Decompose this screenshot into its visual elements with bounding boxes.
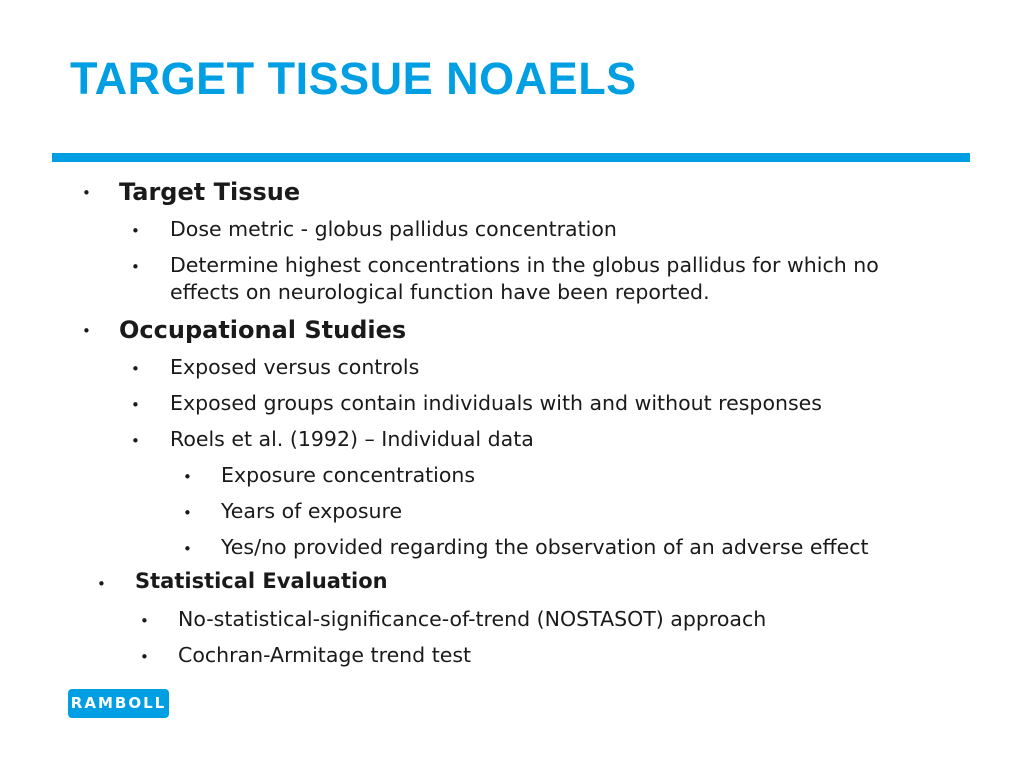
bullet-icon: • (82, 322, 91, 340)
bullet-icon: • (140, 612, 149, 630)
logo-text: RAMBOLL (70, 694, 167, 712)
section-heading-occupational-studies: Occupational Studies (119, 316, 407, 344)
title-divider (52, 153, 970, 162)
bullet-icon: • (97, 575, 106, 593)
list-item: No-statistical-significance-of-trend (NOSTASOT) approach (178, 607, 767, 631)
section-heading-target-tissue: Target Tissue (119, 178, 301, 206)
list-item: Exposed groups contain individuals with and without responses (170, 391, 822, 415)
list-item: Roels et al. (1992) – Individual data (170, 427, 534, 451)
bullet-icon: • (183, 540, 192, 558)
list-item: Determine highest concentrations in the globus pallidus for which no effects on neurological function have been reported. (170, 253, 879, 304)
bullet-icon: • (140, 648, 149, 666)
list-item: Dose metric - globus pallidus concentration (170, 217, 617, 241)
bullet-icon: • (183, 468, 192, 486)
list-item: Cochran-Armitage trend test (178, 643, 472, 667)
slide-title: TARGET TISSUE NOAELS (70, 53, 637, 104)
list-subitem: Exposure concentrations (221, 463, 476, 487)
list-subitem: Years of exposure (221, 499, 403, 523)
list-item: Exposed versus controls (170, 355, 420, 379)
bullet-icon: • (183, 504, 192, 522)
bullet-icon: • (131, 360, 140, 378)
ramboll-logo (68, 689, 169, 718)
bullet-icon: • (131, 222, 140, 240)
section-heading-statistical-evaluation: Statistical Evaluation (135, 569, 388, 593)
bullet-icon: • (131, 396, 140, 414)
list-subitem: Yes/no provided regarding the observation of an adverse effect (221, 535, 869, 559)
bullet-icon: • (82, 184, 91, 202)
bullet-icon: • (131, 432, 140, 450)
bullet-icon: • (131, 258, 140, 276)
